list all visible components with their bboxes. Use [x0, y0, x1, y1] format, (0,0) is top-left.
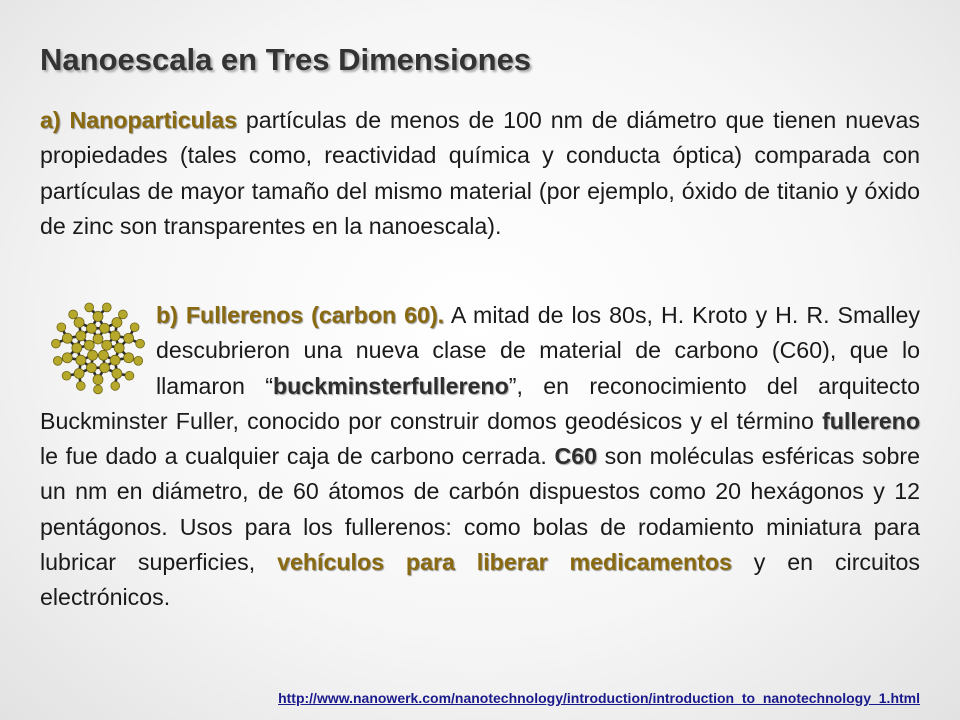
fullerene-atom — [53, 356, 62, 365]
fullerene-atom — [86, 323, 96, 333]
fullerene-atom — [100, 323, 110, 333]
fullerenes-text-4: son moléculas esféricas sobre un nm en diámetro, de 60 átomos de carbón dispuestos como 20 hexágonos y 12 pentágonos. Usos para los fullerenos: como bolas de rodamiento miniatura para lubricar superficies, — [40, 443, 920, 576]
fullerenes-text-1: A mitad de los 80s, H. Kroto y H. R. Smalley descubrieron una nueva clase de material de carbono (C60), que lo llamaron “ — [156, 302, 921, 399]
fullerene-atoms — [52, 303, 145, 394]
fullerene-atom — [52, 339, 61, 348]
fullerene-atom — [74, 317, 84, 327]
fullerene-atom — [62, 371, 71, 380]
fullerene-atom — [62, 333, 72, 343]
fullerene-atom — [102, 303, 111, 312]
nanoparticles-label: a) Nanoparticulas — [40, 107, 238, 133]
term-c60: C60 — [554, 443, 598, 470]
fullerene-molecule-image — [46, 298, 150, 398]
fullerene-atom — [110, 355, 120, 365]
fullerene-atom — [88, 350, 98, 360]
fullerene-atom — [125, 371, 134, 380]
fullerene-atom — [114, 343, 124, 353]
source-link[interactable]: http://www.nanowerk.com/nanotechnology/introduction/introduction_to_nanotechnology_1.html — [278, 690, 920, 706]
fullerene-atom — [112, 317, 122, 327]
fullerene-atom — [98, 350, 108, 360]
fullerene-atom — [86, 363, 96, 373]
paragraph-fullerenes — [40, 298, 920, 616]
fullerene-atom — [111, 381, 120, 390]
fullerenes-text-3: le fue dado a cualquier caja de carbono cerrada. — [40, 443, 555, 470]
fullerene-atom — [69, 310, 78, 319]
paragraph-nanoparticles — [40, 103, 920, 244]
fullerene-atom — [93, 375, 103, 385]
fullerene-atom — [93, 311, 103, 321]
term-drug-delivery: vehículos para liberar medicamentos — [277, 549, 732, 576]
fullerene-atom — [72, 343, 82, 353]
fullerenes-label: b) Fullerenos (carbon 60). — [156, 302, 445, 328]
fullerene-atom — [100, 363, 110, 373]
fullerene-atom — [84, 340, 94, 350]
fullerene-atom — [102, 340, 112, 350]
fullerene-atom — [118, 310, 127, 319]
nanoparticles-text: partículas de menos de 100 nm de diámetro que tienen nuevas propiedades (tales como, reactividad química y conducta óptica) comparada con partículas de mayor tamaño del mismo material (por ejemplo, óxido de titanio y óxido de zinc son transparentes en la nanoescala). — [40, 107, 920, 239]
fullerene-atom — [62, 353, 72, 363]
fullerene-atom — [85, 303, 94, 312]
slide-title: Nanoescala en Tres Dimensiones — [40, 42, 532, 77]
fullerene-atom — [134, 356, 143, 365]
fullerene-atom — [136, 339, 145, 348]
fullerene-atom — [124, 353, 134, 363]
fullerene-atom — [76, 355, 86, 365]
fullerene-molecule-icon — [46, 298, 150, 398]
fullerene-atom — [76, 381, 85, 390]
fullerene-atom — [74, 369, 84, 379]
fullerene-atom — [112, 369, 122, 379]
fullerene-atom — [57, 323, 66, 332]
term-buckminsterfullerene: buckminsterfullereno — [272, 372, 509, 399]
term-fullerene: fullereno — [822, 407, 920, 434]
fullerene-atom — [76, 331, 86, 341]
fullerene-atom — [130, 323, 139, 332]
fullerene-atom — [110, 331, 120, 341]
fullerenes-text-2: ”, en reconocimiento del arquitecto Buckminster Fuller, conocido por construir domos geodésicos y el término — [40, 372, 920, 434]
fullerene-atom — [124, 333, 134, 343]
fullerene-atom — [93, 334, 103, 344]
fullerenes-text-5: y en circuitos electrónicos. — [40, 549, 920, 611]
fullerene-atom — [94, 385, 103, 394]
